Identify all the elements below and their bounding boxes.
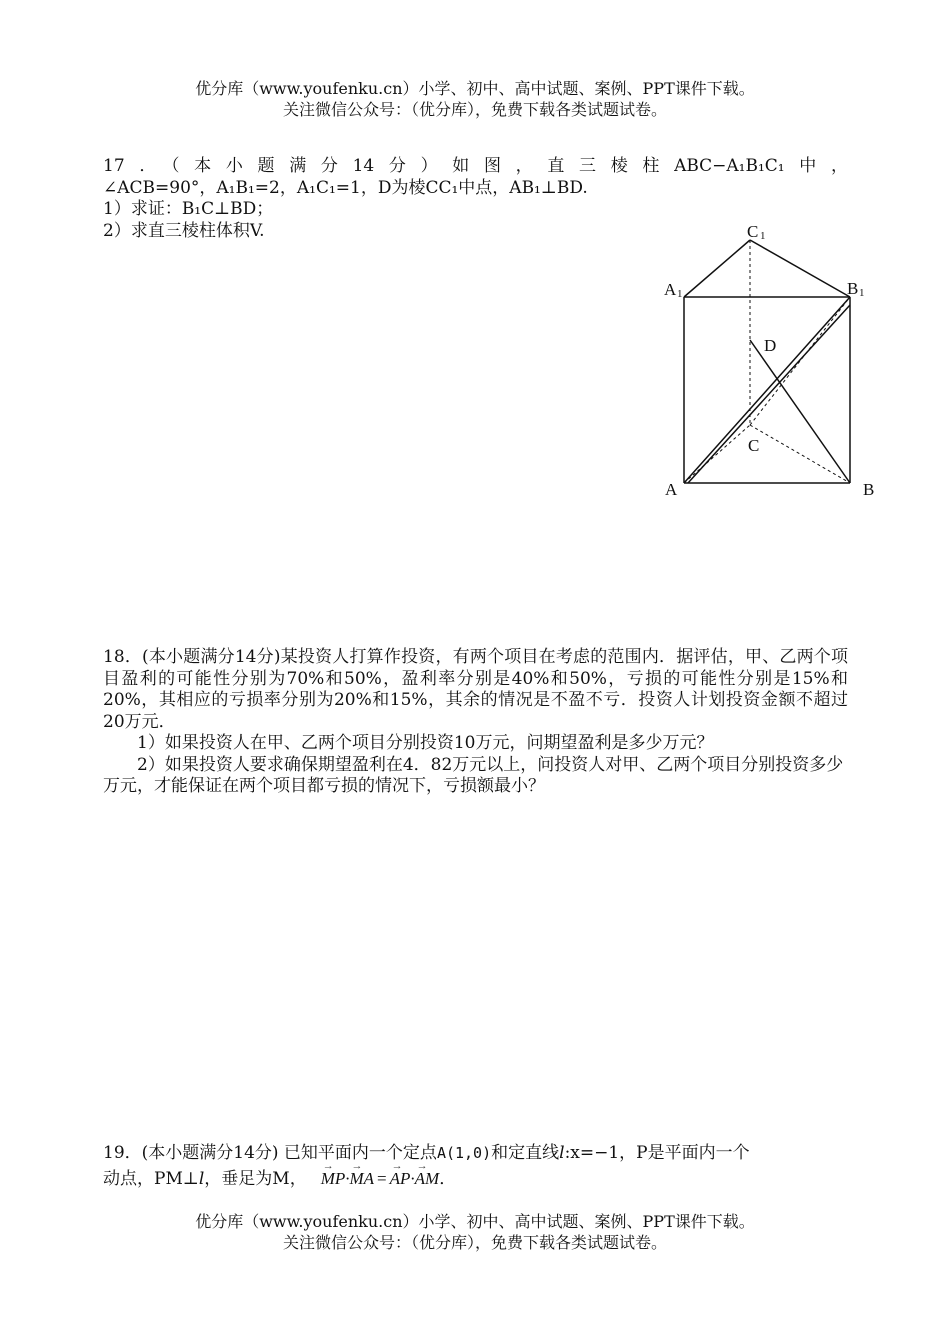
edge-C1B1 (750, 240, 850, 297)
q19-text-e: ，垂足为M， (204, 1169, 307, 1189)
q19-vector-equation (321, 1169, 440, 1188)
question-18 (103, 647, 848, 798)
q19-text-c: :x=−1，P是平面内一个 (564, 1143, 750, 1163)
q19-text-d: 动点，PM⊥ (103, 1169, 199, 1189)
q17-line-1: 17．（本小题满分14分）如图，直三棱柱ABC−A₁B₁C₁中， (103, 156, 848, 176)
label-C: C (748, 436, 760, 455)
label-A1-sub: 1 (677, 288, 683, 300)
edge-A1C1 (684, 240, 750, 297)
q19-end: ． (439, 1169, 457, 1189)
dot-1: · (345, 1169, 350, 1188)
q17-part-2: 2）求直三棱柱体积V. (103, 220, 265, 241)
page-footer (0, 1211, 950, 1253)
edge-CB-hidden (750, 425, 850, 483)
q19-point-A: A(1,0) (436, 1144, 492, 1162)
q19-line-l-2: l (198, 1169, 205, 1189)
segment-AB1 (684, 297, 850, 483)
q17-part-1: 1）求证：B₁C⊥BD； (103, 199, 274, 219)
q19-text-a: 19．(本小题满分14分) 已知平面内一个定点 (103, 1143, 437, 1163)
label-A: A (665, 480, 678, 499)
equals-sign: = (377, 1169, 387, 1188)
segment-AB1-inner (688, 305, 850, 483)
label-A1: A (664, 280, 677, 299)
label-B1: B (847, 279, 859, 298)
q18-part-1: 1）如果投资人在甲、乙两个项目分别投资10万元，问期望盈利是多少万元？ (137, 733, 714, 753)
q19-text-b: 和定直线 (491, 1143, 560, 1163)
q19-line-l: l (559, 1143, 565, 1163)
q17-line-2: ∠ACB=90°，A₁B₁=2，A₁C₁=1，D为棱CC₁中点，AB₁⊥BD. (103, 177, 588, 198)
question-19 (103, 1140, 848, 1192)
vector-AP: → AP (390, 1166, 411, 1192)
vector-MP: → MP (321, 1166, 346, 1192)
footer-line-1: 优分库（www.youfenku.cn）小学、初中、高中试题、案例、PPT课件下载。 (195, 1212, 755, 1231)
header-line-2: 关注微信公众号：（优分库），免费下载各类试题试卷。 (282, 100, 667, 119)
dot-2: · (410, 1169, 415, 1188)
page-header-top (0, 78, 950, 120)
q18-paragraph: 18．(本小题满分14分)某投资人打算作投资，有两个项目在考虑的范围内．据评估，甲、乙两个项目盈利的可能性分别为70%和50%，盈利率分别是40%和50%，亏损的可能性分别是15%和20%，其相应的亏损率分别为20%和15%，其余的情况是不盈不亏．投资人计划投资金额不超过20万元． (103, 647, 848, 732)
q19-line-1 (103, 1140, 848, 1166)
q18-part-2: 2）如果投资人要求确保期望盈利在4．82万元以上，问投资人对甲、乙两个项目分别投资多少万元，才能保证在两个项目都亏损的情况下，亏损额最小？ (103, 754, 844, 796)
footer-line-2: 关注微信公众号：（优分库），免费下载各类试题试卷。 (282, 1233, 667, 1252)
label-B1-sub: 1 (859, 287, 865, 299)
prism-figure (650, 215, 890, 510)
vector-AM: → AM (415, 1166, 440, 1192)
edge-AC-hidden (684, 425, 750, 483)
header-line-1: 优分库（www.youfenku.cn）小学、初中、高中试题、案例、PPT课件下载。 (195, 79, 755, 98)
vector-MA: → MA (350, 1166, 375, 1192)
label-D: D (764, 336, 777, 355)
label-B: B (863, 480, 875, 499)
q19-line-2 (103, 1166, 848, 1192)
label-C1-sub: 1 (760, 230, 766, 242)
label-C1: C (747, 222, 759, 241)
